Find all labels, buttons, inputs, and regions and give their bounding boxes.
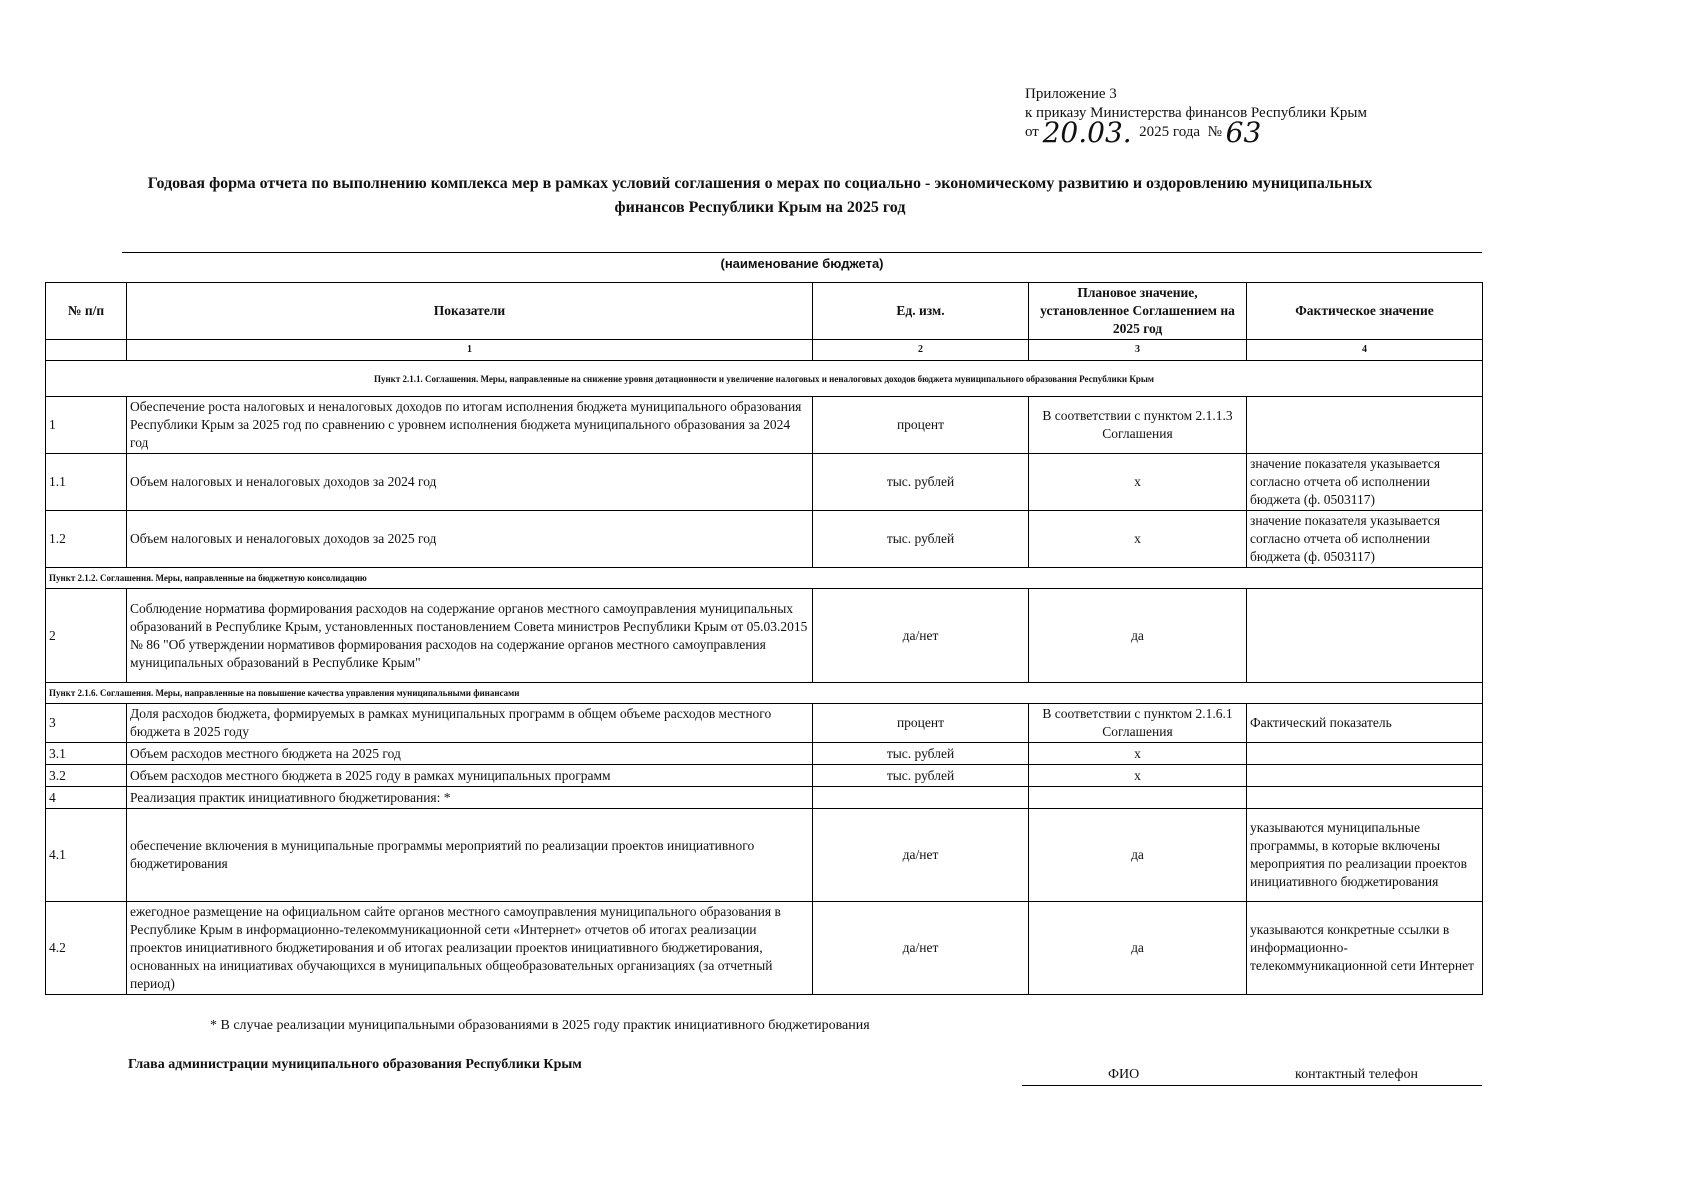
row-fact: [1247, 787, 1483, 809]
section-title: Пункт 2.1.2. Соглашения. Меры, направленные на бюджетную консолидацию: [46, 568, 1483, 589]
row-num: 3.1: [46, 743, 127, 765]
row-indicator: Объем расходов местного бюджета в 2025 году в рамках муниципальных программ: [127, 765, 813, 787]
footnote: * В случае реализации муниципальными образованиями в 2025 году практик инициативного бюджетирования: [210, 1018, 870, 1033]
section-row: [46, 361, 1483, 397]
row-unit: да/нет: [813, 809, 1029, 902]
row-plan: х: [1029, 454, 1247, 511]
title-line-1: Годовая форма отчета по выполнению комплекса мер в рамках условий соглашения о мерах по социально - экономическому развитию и оздоровлению муниципальных: [147, 175, 1373, 192]
table-row: [46, 787, 1483, 809]
row-fact: значение показателя указывается согласно отчета об исполнении бюджета (ф. 0503117): [1247, 511, 1483, 568]
row-indicator: Доля расходов бюджета, формируемых в рамках муниципальных программ в общем объеме расходов местного бюджета в 2025 году: [127, 704, 813, 743]
row-plan: [1029, 787, 1247, 809]
header-indicator: Показатели: [127, 283, 813, 340]
row-unit: тыс. рублей: [813, 765, 1029, 787]
signature-phone: контактный телефон: [1295, 1067, 1418, 1082]
column-number: 2: [813, 340, 1029, 361]
row-indicator: Объем налоговых и неналоговых доходов за 2025 год: [127, 511, 813, 568]
row-num: 3.2: [46, 765, 127, 787]
order-reference: к приказу Министерства финансов Республики Крым: [1025, 105, 1367, 121]
row-indicator: Объем расходов местного бюджета на 2025 год: [127, 743, 813, 765]
row-indicator: ежегодное размещение на официальном сайте органов местного самоуправления муниципального образования в Республике Крым в информационно-телекоммуникационной сети «Интернет» отчетов об итогах реализации проектов инициативного бюджетирования и об итогах реализации проектов инициативного бюджетирования, основанных на инициативах обучающихся в муниципальных общеобразовательных организациях (за отчетный период): [127, 902, 813, 995]
row-num: 2: [46, 589, 127, 683]
row-fact: указываются муниципальные программы, в которые включены мероприятия по реализации проектов инициативного бюджетирования: [1247, 809, 1483, 902]
row-indicator: обеспечение включения в муниципальные программы мероприятий по реализации проектов инициативного бюджетирования: [127, 809, 813, 902]
header-fact: Фактическое значение: [1247, 283, 1483, 340]
row-num: 4: [46, 787, 127, 809]
table-row: [46, 511, 1483, 568]
row-num: 4.2: [46, 902, 127, 995]
appendix-label: Приложение 3: [1025, 86, 1117, 102]
handwritten-date: 20.03.: [1042, 116, 1132, 149]
row-plan: х: [1029, 765, 1247, 787]
row-indicator: Обеспечение роста налоговых и неналоговых доходов по итогам исполнения бюджета муниципального образования Республики Крым за 2025 год по сравнению с уровнем исполнения бюджета муниципального образования за 2024 год: [127, 397, 813, 454]
column-number: 3: [1029, 340, 1247, 361]
header-plan: Плановое значение, установленное Соглашением на 2025 год: [1029, 283, 1247, 340]
row-num: 4.1: [46, 809, 127, 902]
date-prefix: от: [1025, 124, 1039, 140]
budget-name-caption: (наименование бюджета): [720, 256, 884, 271]
row-plan: х: [1029, 743, 1247, 765]
table-row: [46, 589, 1483, 683]
section-row: [46, 683, 1483, 704]
year-text: 2025 года: [1139, 124, 1201, 140]
row-plan: В соответствии с пунктом 2.1.6.1 Соглашения: [1029, 704, 1247, 743]
row-unit: тыс. рублей: [813, 454, 1029, 511]
table-row: [46, 765, 1483, 787]
handwritten-number: 63: [1225, 116, 1262, 149]
row-fact: [1247, 397, 1483, 454]
row-unit: да/нет: [813, 589, 1029, 683]
row-fact: [1247, 589, 1483, 683]
row-num: 1.1: [46, 454, 127, 511]
row-indicator: Соблюдение норматива формирования расходов на содержание органов местного самоуправления муниципальных образований в Республике Крым, установленных постановлением Совета министров Республики Крым от 05.03.2015 № 86 "Об утверждении нормативов формирования расходов на содержание органов местного самоуправления муниципальных образований в Республике Крым": [127, 589, 813, 683]
row-unit: тыс. рублей: [813, 743, 1029, 765]
table-row: [46, 809, 1483, 902]
title-line-2: финансов Республики Крым на 2025 год: [614, 199, 906, 216]
signature-line: [1022, 1085, 1482, 1086]
row-plan: да: [1029, 902, 1247, 995]
row-indicator: Реализация практик инициативного бюджетирования: *: [127, 787, 813, 809]
row-plan: В соответствии с пунктом 2.1.1.3 Соглашения: [1029, 397, 1247, 454]
document-title: [60, 172, 1460, 220]
order-date-line: [1025, 116, 1367, 149]
row-fact: [1247, 765, 1483, 787]
signature-title: Глава администрации муниципального образования Республики Крым: [128, 1057, 582, 1072]
header-num: № п/п: [46, 283, 127, 340]
row-unit: процент: [813, 704, 1029, 743]
header-unit: Ед. изм.: [813, 283, 1029, 340]
row-fact: [1247, 743, 1483, 765]
section-row: [46, 568, 1483, 589]
row-num: 1: [46, 397, 127, 454]
row-plan: да: [1029, 589, 1247, 683]
column-number: 4: [1247, 340, 1483, 361]
row-plan: да: [1029, 809, 1247, 902]
row-num: 1.2: [46, 511, 127, 568]
row-unit: [813, 787, 1029, 809]
row-unit: да/нет: [813, 902, 1029, 995]
column-number-row: [46, 340, 1483, 361]
table-row: [46, 902, 1483, 995]
signature-fio: ФИО: [1108, 1067, 1140, 1082]
column-number-blank: [46, 340, 127, 361]
budget-name-line: [122, 252, 1482, 253]
table-row: [46, 454, 1483, 511]
column-number: 1: [127, 340, 813, 361]
table-row: [46, 704, 1483, 743]
section-title: Пункт 2.1.6. Соглашения. Меры, направленные на повышение качества управления муниципальными финансами: [46, 683, 1483, 704]
row-unit: процент: [813, 397, 1029, 454]
row-indicator: Объем налоговых и неналоговых доходов за 2024 год: [127, 454, 813, 511]
row-fact: указываются конкретные ссылки в информационно-телекоммуникационной сети Интернет: [1247, 902, 1483, 995]
row-fact: значение показателя указывается согласно отчета об исполнении бюджета (ф. 0503117): [1247, 454, 1483, 511]
section-title: Пункт 2.1.1. Соглашения. Меры, направленные на снижение уровня дотационности и увеличение налоговых и неналоговых доходов бюджета муниципального образования Республики Крым: [46, 361, 1483, 397]
report-table: [45, 282, 1483, 995]
row-unit: тыс. рублей: [813, 511, 1029, 568]
table-header-row: [46, 283, 1483, 340]
table-row: [46, 743, 1483, 765]
row-num: 3: [46, 704, 127, 743]
table-row: [46, 397, 1483, 454]
row-fact: Фактический показатель: [1247, 704, 1483, 743]
appendix-header: [1025, 85, 1367, 149]
row-plan: х: [1029, 511, 1247, 568]
number-sign: №: [1207, 124, 1222, 140]
